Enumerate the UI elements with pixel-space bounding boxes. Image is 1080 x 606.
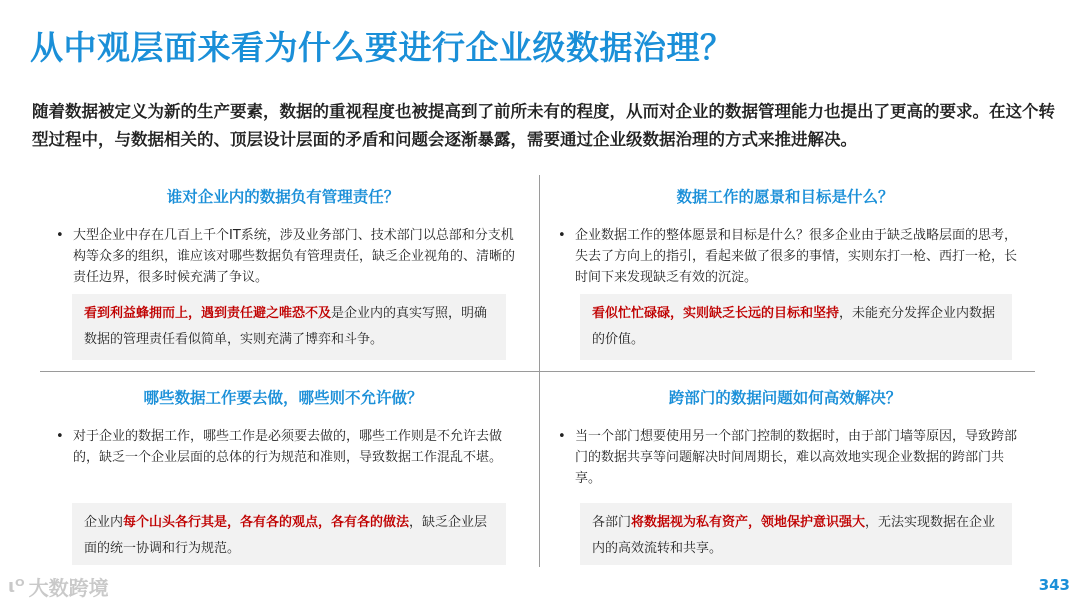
callout-highlight: 看到利益蜂拥而上，遇到责任避之唯恐不及 [84, 306, 332, 321]
horizontal-divider [40, 371, 1035, 372]
quadrant-title: 谁对企业内的数据负有管理责任？ [166, 188, 400, 206]
slide-title: 从中观层面来看为什么要进行企业级数据治理？ [30, 28, 734, 67]
quadrant-title: 跨部门的数据问题如何高效解决？ [668, 389, 902, 407]
callout-prefix: 企业内 [84, 515, 124, 530]
logo-icon: ιᴼ [8, 576, 25, 597]
callout-prefix: 各部门 [592, 515, 632, 530]
quadrant-body-text: 大型企业中存在几百上千个IT系统，涉及业务部门、技术部门以总部和分支机构等众多的组织，谁应该对哪些数据负有管理责任，缺乏企业视角的、清晰的责任边界，很多时候充满了争议。 [73, 228, 516, 285]
bullet-icon: • [558, 228, 566, 243]
callout-highlight: 看似忙忙碌碌，实则缺乏长远的目标和坚持 [592, 306, 840, 321]
quadrant-vision [550, 185, 1020, 288]
quadrant-body [48, 225, 518, 288]
callout-box [72, 294, 506, 360]
callout-suffix: ，未能充分发挥企业内数据的价值。 [592, 306, 996, 347]
logo-text: 大数跨境 [28, 576, 109, 600]
callout-box [72, 503, 506, 565]
page-number: 343 [1038, 576, 1070, 594]
callout-suffix: ，无法实现数据在企业内的高效流转和共享。 [592, 515, 996, 556]
quadrant-body [550, 426, 1020, 489]
bullet-icon: • [56, 228, 64, 243]
quadrant-cross-department [550, 386, 1020, 489]
quadrant-responsibility [48, 185, 518, 288]
callout-highlight: 将数据视为私有资产，领地保护意识强大 [631, 515, 866, 530]
bullet-icon: • [56, 429, 64, 444]
callout-suffix: 是企业内的真实写照，明确数据的管理责任看似简单，实则充满了博弈和斗争。 [84, 306, 488, 347]
callout-highlight: 每个山头各行其是，各有各的观点，各有各的做法 [123, 515, 410, 530]
bullet-icon: • [558, 429, 566, 444]
quadrant-body [550, 225, 1020, 288]
watermark-logo [8, 572, 109, 601]
quadrant-rules [48, 386, 518, 468]
quadrant-body [48, 426, 518, 468]
quadrant-title: 数据工作的愿景和目标是什么？ [676, 188, 894, 206]
quadrant-body-text: 对于企业的数据工作，哪些工作是必须要去做的，哪些工作则是不允许去做的，缺乏一个企业层面的总体的行为规范和准则，导致数据工作混乱不堪。 [73, 429, 503, 465]
quadrant-body-text: 企业数据工作的整体愿景和目标是什么？很多企业由于缺乏战略层面的思考，失去了方向上的指引，看起来做了很多的事情，实则东打一枪、西打一枪，长时间下来发现缺乏有效的沉淀。 [575, 228, 1018, 285]
callout-suffix: ，缺乏企业层面的统一协调和行为规范。 [84, 515, 488, 556]
intro-paragraph: 随着数据被定义为新的生产要素，数据的重视程度也被提高到了前所未有的程度，从而对企业的数据管理能力也提出了更高的要求。在这个转型过程中，与数据相关的、顶层设计层面的矛盾和问题会逐渐暴露，需要通过企业级数据治理的方式来推进解决。 [32, 102, 1055, 149]
callout-box [580, 294, 1012, 360]
quadrant-body-text: 当一个部门想要使用另一个部门控制的数据时，由于部门墙等原因，导致跨部门的数据共享等问题解决时间周期长，难以高效地实现企业数据的跨部门共享。 [575, 429, 1018, 486]
quadrant-title: 哪些数据工作要去做，哪些则不允许做？ [143, 389, 423, 407]
callout-box [580, 503, 1012, 565]
